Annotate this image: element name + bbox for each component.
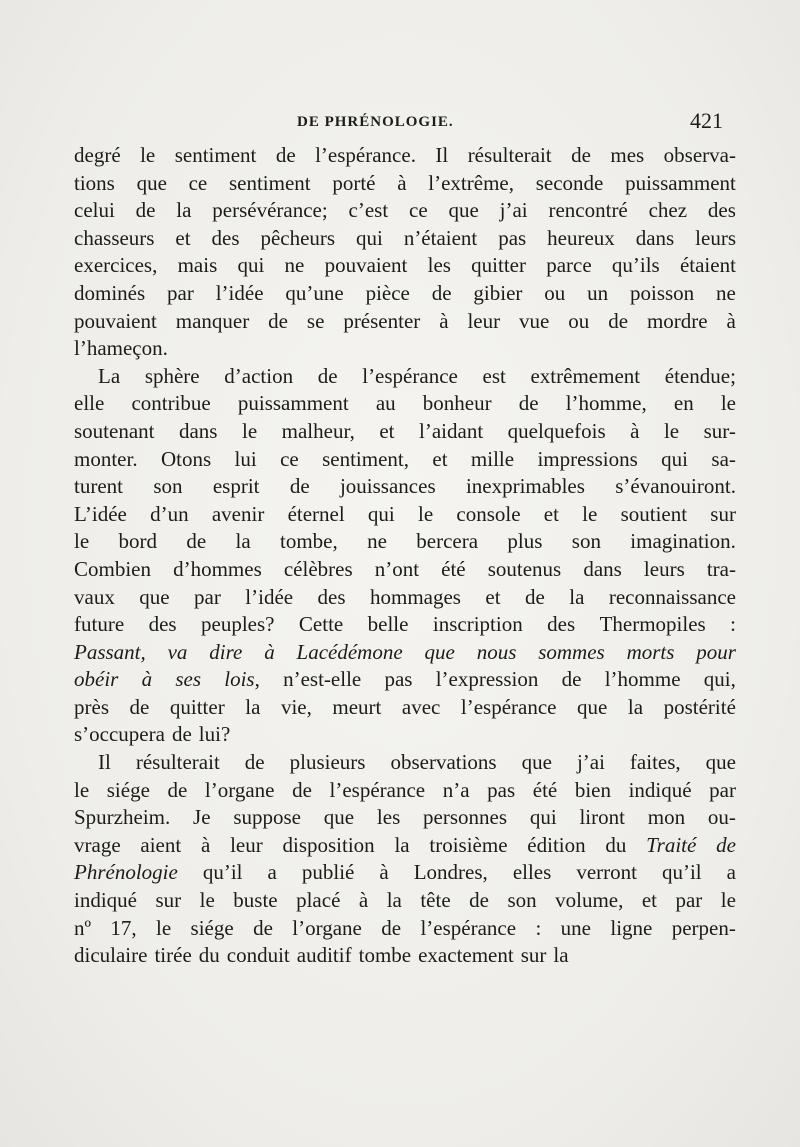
- text-line: future des peuples? Cette belle inscription des Thermopiles :: [74, 612, 736, 637]
- text-line: s’occupera de lui?: [74, 722, 231, 747]
- text-line: elle contribue puissamment au bonheur de l’homme, en le: [74, 391, 736, 416]
- text-line: Phrénologie qu’il a publié à Londres, elles verront qu’il a: [74, 860, 736, 885]
- text-line: Passant, va dire à Lacédémone que nous sommes morts pour: [74, 639, 736, 664]
- paragraph: [74, 749, 736, 970]
- text-line: exercices, mais qui ne pouvaient les quitter parce qu’ils étaient: [74, 253, 736, 278]
- text-line: soutenant dans le malheur, et l’aidant quelquefois à le sur-: [74, 418, 736, 443]
- text-line: nº 17, le siége de l’organe de l’espérance : une ligne perpen-: [74, 915, 736, 940]
- page-number: 421: [690, 108, 723, 133]
- body-text: [74, 142, 736, 970]
- text-line: Il résulterait de plusieurs observations que j’ai faites, que: [98, 750, 736, 775]
- text-line: chasseurs et des pêcheurs qui n’étaient pas heureux dans leurs: [74, 225, 736, 250]
- text-line: vaux que par l’idée des hommages et de la reconnaissance: [74, 584, 736, 609]
- text-line: monter. Otons lui ce sentiment, et mille impressions qui sa-: [74, 446, 736, 471]
- text-line: diculaire tirée du conduit auditif tombe exactement sur la: [74, 943, 569, 968]
- text-line: le bord de la tombe, ne bercera plus son imagination.: [74, 529, 736, 554]
- text-line: L’idée d’un avenir éternel qui le console et le soutient sur: [74, 501, 736, 526]
- paragraph: [74, 142, 736, 363]
- page-header: [0, 110, 800, 136]
- running-head: DE PHRÉNOLOGIE.: [297, 114, 454, 130]
- text-line: Spurzheim. Je suppose que les personnes qui liront mon ou-: [74, 805, 736, 830]
- text-line: dominés par l’idée qu’une pièce de gibier ou un poisson ne: [74, 280, 736, 305]
- text-line: près de quitter la vie, meurt avec l’espérance que la postérité: [74, 694, 736, 719]
- text-line: indiqué sur le buste placé à la tête de son volume, et par le: [74, 888, 736, 913]
- text-line: Combien d’hommes célèbres n’ont été soutenus dans leurs tra-: [74, 556, 736, 581]
- text-line: vrage aient à leur disposition la troisième édition du Traité de: [74, 832, 736, 857]
- text-line: obéir à ses lois, n’est-elle pas l’expression de l’homme qui,: [74, 667, 736, 692]
- text-line: La sphère d’action de l’espérance est extrêmement étendue;: [98, 363, 736, 388]
- text-line: tions que ce sentiment porté à l’extrême, seconde puissamment: [74, 170, 736, 195]
- text-line: degré le sentiment de l’espérance. Il résulterait de mes observa-: [74, 143, 736, 167]
- text-line: le siége de l’organe de l’espérance n’a pas été bien indiqué par: [74, 777, 736, 802]
- text-line: pouvaient manquer de se présenter à leur vue ou de mordre à: [74, 308, 736, 333]
- text-line: turent son esprit de jouissances inexprimables s’évanouiront.: [74, 474, 736, 499]
- paragraph: [74, 363, 736, 749]
- text-line: celui de la persévérance; c’est ce que j’ai rencontré chez des: [74, 198, 736, 223]
- text-line: l’hameçon.: [74, 336, 168, 361]
